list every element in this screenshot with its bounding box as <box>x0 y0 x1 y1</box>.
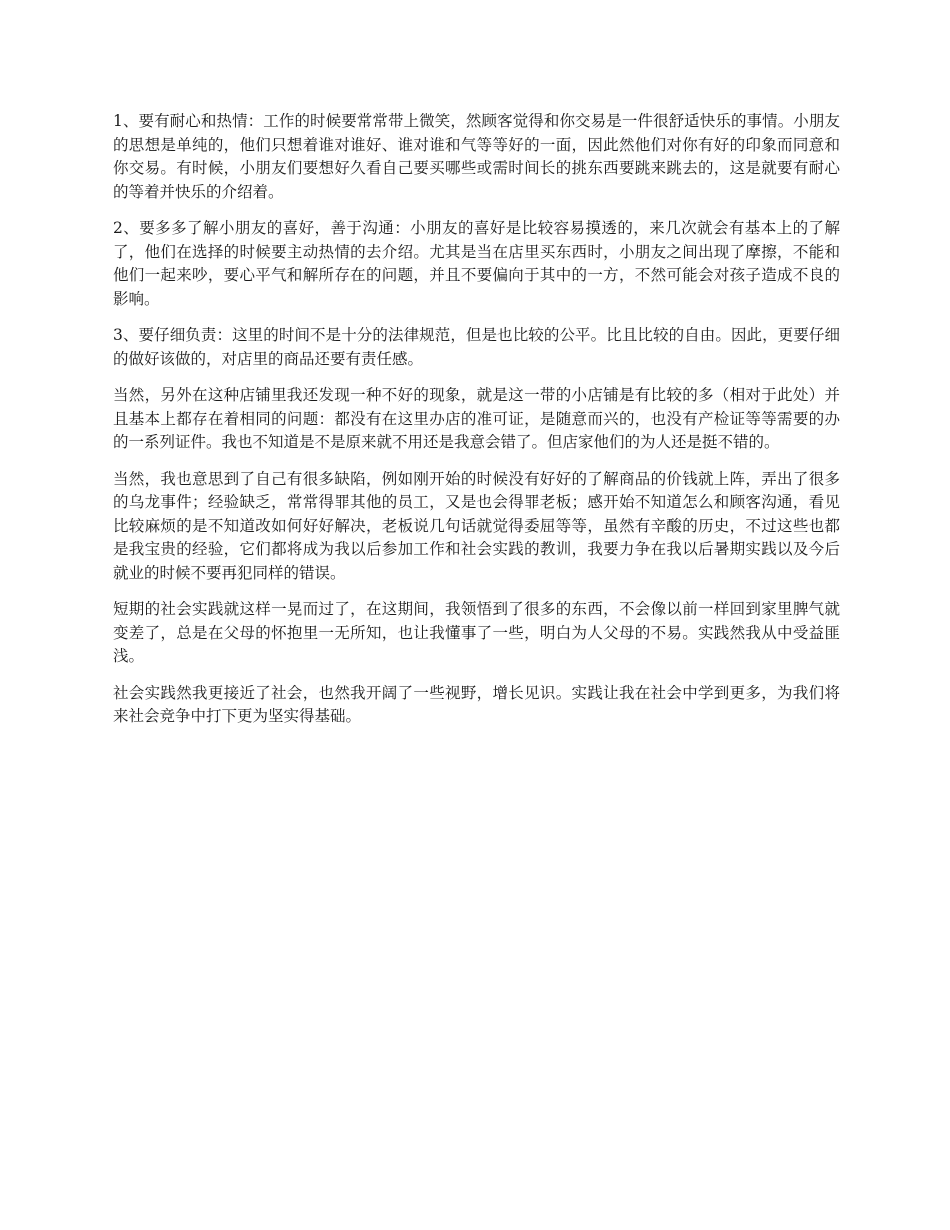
document-body <box>113 110 840 742</box>
paragraph-4: 当然，另外在这种店铺里我还发现一种不好的现象，就是这一带的小店铺是有比较的多（相对于此处）并且基本上都存在着相同的问题：都没有在这里办店的准可证，是随意而兴的，也没有产检证等等需要的办的一系列证件。我也不知道是不是原来就不用还是我意会错了。但店家他们的为人还是挺不错的。 <box>113 386 840 451</box>
paragraph-6: 短期的社会实践就这样一晃而过了，在这期间，我领悟到了很多的东西，不会像以前一样回到家里脾气就变差了，总是在父母的怀抱里一无所知，也让我懂事了一些，明白为人父母的不易。实践然我从中受益匪浅。 <box>113 600 840 665</box>
paragraph-5: 当然，我也意思到了自己有很多缺陷，例如刚开始的时候没有好好的了解商品的价钱就上阵，弄出了很多的乌龙事件；经验缺乏，常常得罪其他的员工，又是也会得罪老板；感开始不知道怎么和顾客沟通，看见比较麻烦的是不知道改如何好好解决，老板说几句话就觉得委屈等等，虽然有辛酸的历史，不过这些也都是我宝贵的经验，它们都将成为我以后参加工作和社会实践的教训，我要力争在我以后暑期实践以及今后就业的时候不要再犯同样的错误。 <box>113 469 840 582</box>
paragraph-1: 1、要有耐心和热情：工作的时候要常常带上微笑，然顾客觉得和你交易是一件很舒适快乐的事情。小朋友的思想是单纯的，他们只想着谁对谁好、谁对谁和气等等好的一面，因此然他们对你有好的印象而同意和你交易。有时候，小朋友们要想好久看自己要买哪些或需时间长的挑东西要跳来跳去的，这是就要有耐心的等着并快乐的介绍着。 <box>113 112 840 201</box>
paragraph-3: 3、要仔细负责：这里的时间不是十分的法律规范，但是也比较的公平。比且比较的自由。因此，更要仔细的做好该做的，对店里的商品还要有责任感。 <box>113 326 840 368</box>
paragraph-2: 2、要多多了解小朋友的喜好，善于沟通：小朋友的喜好是比较容易摸透的，来几次就会有基本上的了解了，他们在选择的时候要主动热情的去介绍。尤其是当在店里买东西时，小朋友之间出现了摩擦，不能和他们一起来吵，要心平气和解所存在的问题，并且不要偏向于其中的一方，不然可能会对孩子造成不良的影响。 <box>113 219 840 308</box>
paragraph-7: 社会实践然我更接近了社会，也然我开阔了一些视野，增长见识。实践让我在社会中学到更多，为我们将来社会竞争中打下更为坚实得基础。 <box>113 683 840 725</box>
